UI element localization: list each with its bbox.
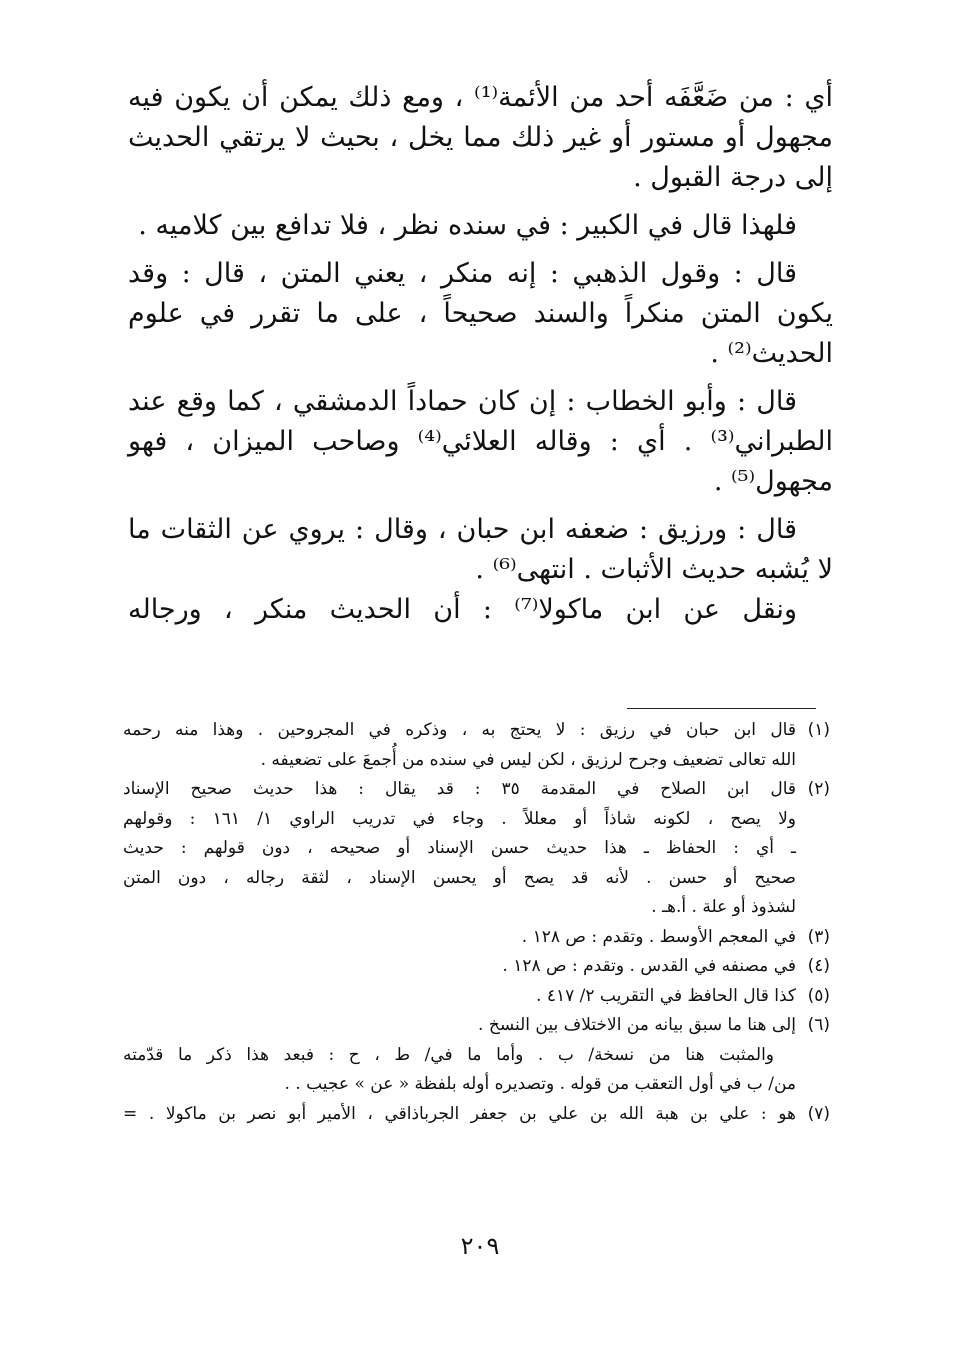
footnote-line: من/ ب في أول التعقب من قوله . وتصديره أوله بلفظة « عن » عجيب . . bbox=[284, 1074, 796, 1094]
footnote-line: في مصنفه في القدس . وتقدم : ص ١٢٨ . bbox=[502, 956, 796, 976]
main-line: قال : ورزيق : ضعفه ابن حبان ، وقال : يروي عن الثقات ما bbox=[128, 514, 797, 545]
footnote-line: كذا قال الحافظ في التقريب ٢/ ٤١٧ . bbox=[536, 985, 796, 1006]
footnote-number: (٧) bbox=[807, 1103, 830, 1124]
footnote-7 bbox=[123, 1100, 830, 1130]
main-line: فلهذا قال في الكبير : في سنده نظر ، فلا تدافع بين كلاميه . bbox=[138, 210, 797, 241]
main-line: الطبراني⁽³⁾ . أي : وقاله العلائي⁽⁴⁾ وصاحب الميزان ، فهو bbox=[128, 426, 833, 457]
main-line: أي : من ضَعَّفَه أحد من الأئمة⁽¹⁾ ، ومع ذلك يمكن أن يكون فيه bbox=[128, 82, 834, 113]
main-line: الحديث⁽²⁾ . bbox=[710, 338, 833, 369]
footnote-number: (٥) bbox=[807, 985, 830, 1006]
footnote-4 bbox=[123, 952, 830, 982]
footnote-number: (٢) bbox=[807, 779, 830, 799]
main-line: قال : وقول الذهبي : إنه منكر ، يعني المتن ، قال : وقد bbox=[128, 258, 797, 289]
main-line: مجهول⁽⁵⁾ . bbox=[713, 466, 833, 497]
footnote-line: في المعجم الأوسط . وتقدم : ص ١٢٨ . bbox=[521, 926, 796, 947]
footnote-line: ـ أي : الحفاظ ـ هذا حديث حسن الإسناد أو صحيحه ، دون قولهم : حديث bbox=[123, 838, 796, 858]
main-line: يكون المتن منكراً والسند صحيحاً ، على ما تقرر في علوم bbox=[128, 298, 833, 329]
footnote-line: ولا يصح ، لكونه شاذاً أو معللاً . وجاء في تدريب الراوي ١/ ١٦١ : وقولهم bbox=[123, 808, 796, 829]
footnote-line: لشذوذ أو علة . أ.هـ . bbox=[651, 897, 796, 917]
footnote-5 bbox=[123, 982, 830, 1012]
footnote-6-continuation bbox=[123, 1041, 830, 1100]
main-line: لا يُشبه حديث الأثبات . انتهى⁽⁶⁾ . bbox=[475, 554, 833, 585]
footnote-3 bbox=[123, 923, 830, 953]
footnote-line: قال ابن حبان في رزيق : لا يحتج به ، وذكره في المجروحين . وهذا منه رحمه bbox=[123, 720, 796, 740]
footnote-line: صحيح أو حسن . لأنه قد يصح أو يحسن الإسناد ، لثقة رجاله ، دون المتن bbox=[123, 867, 796, 888]
footnote-separator bbox=[627, 708, 816, 709]
footnote-number: (٦) bbox=[807, 1015, 830, 1035]
footnote-number: (٤) bbox=[807, 956, 830, 976]
footnote-line: إلى هنا ما سبق بيانه من الاختلاف بين النسخ . bbox=[478, 1015, 796, 1035]
footnote-line: والمثبت هنا من نسخة/ ب . وأما ما في/ ط ، ح : فبعد هذا ذكر ما قدّمته bbox=[123, 1044, 774, 1065]
page-number: ٢٠٩ bbox=[460, 1232, 500, 1260]
main-line: قال : وأبو الخطاب : إن كان حماداً الدمشقي ، كما وقع عند bbox=[128, 386, 797, 417]
footnote-2 bbox=[123, 775, 830, 923]
main-line: ونقل عن ابن ماكولا⁽⁷⁾ : أن الحديث منكر ، ورجاله bbox=[128, 594, 797, 625]
footnote-number: (١) bbox=[807, 720, 830, 740]
footnote-line: الله تعالى تضعيف وجرح لرزيق ، لكن ليس في سنده من أُجمعَ على تضعيفه . bbox=[260, 749, 796, 770]
main-line: مجهول أو مستور أو غير ذلك مما يخل ، بحيث لا يرتقي الحديث bbox=[128, 122, 833, 153]
footnote-1 bbox=[123, 716, 830, 775]
main-line: إلى درجة القبول . bbox=[633, 162, 833, 193]
footnote-line: هو : علي بن هبة الله بن علي بن جعفر الجرباذاقي ، الأمير أبو نصر بن ماكولا . = bbox=[123, 1103, 796, 1124]
footnote-line: قال ابن الصلاح في المقدمة ٣٥ : قد يقال : هذا حديث صحيح الإسناد bbox=[123, 779, 796, 799]
footnote-6 bbox=[123, 1011, 830, 1041]
main-text bbox=[128, 78, 833, 630]
footnotes bbox=[123, 716, 830, 1129]
footnote-number: (٣) bbox=[807, 926, 830, 947]
